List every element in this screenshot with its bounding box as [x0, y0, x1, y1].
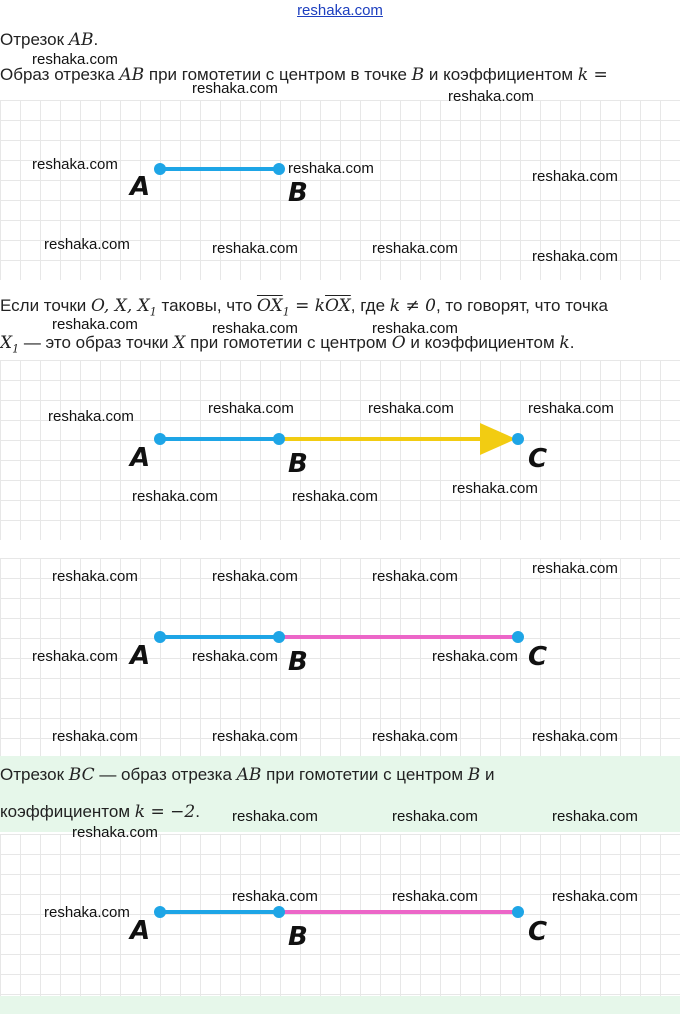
label-c-3: C	[528, 642, 548, 672]
watermark: reshaka.com	[448, 88, 534, 105]
point-b-2	[273, 433, 285, 445]
watermark: reshaka.com	[32, 51, 118, 68]
point-a-1	[154, 163, 166, 175]
watermark: reshaka.com	[72, 824, 158, 841]
watermark: reshaka.com	[392, 888, 478, 905]
label-a-4: A	[130, 916, 151, 946]
watermark: reshaka.com	[432, 648, 518, 665]
watermark: reshaka.com	[32, 156, 118, 173]
label-a-1: A	[130, 172, 151, 202]
watermark: reshaka.com	[368, 400, 454, 417]
watermark: reshaka.com	[232, 888, 318, 905]
point-b-1	[273, 163, 285, 175]
intro-line-1: Отрезок AB.	[0, 30, 99, 50]
watermark: reshaka.com	[532, 560, 618, 577]
label-b-3: B	[288, 647, 308, 677]
watermark: reshaka.com	[44, 236, 130, 253]
label-b-1: B	[288, 178, 308, 208]
label-c-2: C	[528, 444, 548, 474]
watermark: reshaka.com	[552, 888, 638, 905]
watermark: reshaka.com	[52, 568, 138, 585]
watermark: reshaka.com	[372, 728, 458, 745]
watermark: reshaka.com	[552, 808, 638, 825]
note-line-2: коэффициентом k = −2.	[0, 802, 200, 822]
watermark: reshaka.com	[372, 320, 458, 337]
watermark: reshaka.com	[528, 400, 614, 417]
note-line-1: Отрезок BC — образ отрезка AB при гомотетии с центром B и	[0, 765, 495, 785]
watermark: reshaka.com	[192, 648, 278, 665]
definition-line-2: $X_1$ — это образ точки X при гомотетии с центром O и коэффициентом k.	[0, 333, 575, 356]
watermark: reshaka.com	[52, 728, 138, 745]
watermark: reshaka.com	[392, 808, 478, 825]
watermark: reshaka.com	[32, 648, 118, 665]
point-a-2	[154, 433, 166, 445]
watermark: reshaka.com	[532, 248, 618, 265]
point-b-3	[273, 631, 285, 643]
watermark: reshaka.com	[44, 904, 130, 921]
watermark: reshaka.com	[232, 808, 318, 825]
watermark: reshaka.com	[212, 240, 298, 257]
watermark: reshaka.com	[532, 728, 618, 745]
point-c-3	[512, 631, 524, 643]
watermark: reshaka.com	[212, 568, 298, 585]
watermark: reshaka.com	[452, 480, 538, 497]
watermark: reshaka.com	[372, 568, 458, 585]
point-c-2	[512, 433, 524, 445]
watermark: reshaka.com	[208, 400, 294, 417]
watermark: reshaka.com	[192, 80, 278, 97]
point-a-3	[154, 631, 166, 643]
label-b-4: B	[288, 922, 308, 952]
definition-line-1: Если точки O, X, $X_1$ таковы, что $\overline{OX}_1 = k\overline{OX}$, где k ≠ 0, то говорят, что точка	[0, 296, 608, 319]
label-a-3: A	[130, 641, 151, 671]
watermark: reshaka.com	[212, 320, 298, 337]
watermark: reshaka.com	[52, 316, 138, 333]
label-c-4: C	[528, 917, 548, 947]
watermark: reshaka.com	[288, 160, 374, 177]
watermark: reshaka.com	[48, 408, 134, 425]
watermark: reshaka.com	[212, 728, 298, 745]
watermark: reshaka.com	[132, 488, 218, 505]
point-a-4	[154, 906, 166, 918]
point-c-4	[512, 906, 524, 918]
watermark: reshaka.com	[532, 168, 618, 185]
watermark: reshaka.com	[372, 240, 458, 257]
watermark: reshaka.com	[292, 488, 378, 505]
label-a-2: A	[130, 443, 151, 473]
label-b-2: B	[288, 449, 308, 479]
site-link[interactable]: reshaka.com	[297, 2, 383, 19]
intro-line-2: Образ отрезка AB при гомотетии с центром в точке B и коэффициентом k =	[0, 65, 608, 85]
point-b-4	[273, 906, 285, 918]
